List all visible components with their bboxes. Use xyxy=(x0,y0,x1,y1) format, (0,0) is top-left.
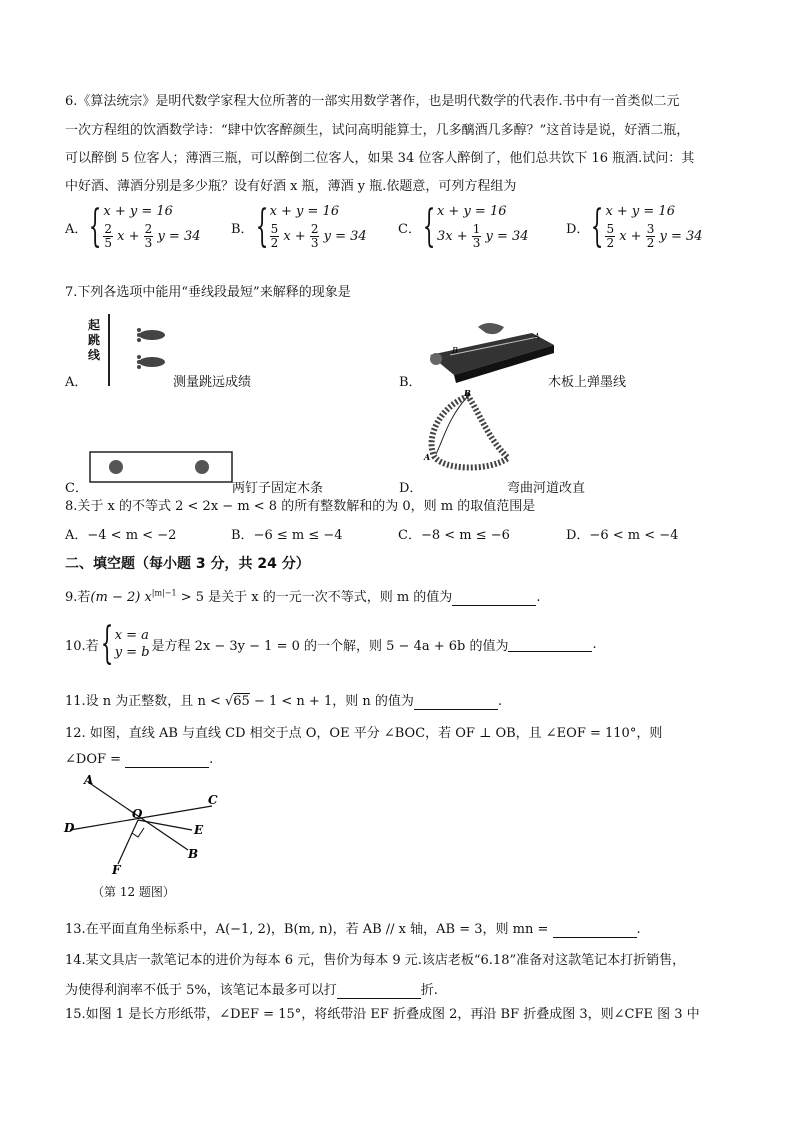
equation-1: x + y = 16 xyxy=(269,204,340,219)
river-image xyxy=(418,388,518,478)
equation-2: $\frac{5}{2}$ x + $\frac{3}{2}$ y = 34 xyxy=(606,222,703,250)
q15: 15.如图 1 是长方形纸带，∠DEF = 15°，将纸带沿 EF 折叠成图 2，再沿 BF 折叠成图 3，则∠CFE 图 3 中 xyxy=(65,1007,700,1022)
answer-blank xyxy=(125,752,209,768)
point-d-label: D xyxy=(64,821,75,835)
option-label: D． xyxy=(566,221,590,237)
q14-line-2: 为使得利润率不低于 5%，该笔记本最多可以打 折. xyxy=(65,983,438,998)
q7-b-label: B． xyxy=(399,375,422,390)
q6-line-4: 中好酒、薄酒分别是多少瓶？设有好酒 x 瓶，薄酒 y 瓶.依题意，可列方程组为 xyxy=(65,179,517,194)
ink-line-board-image xyxy=(420,315,560,387)
q7-c-caption: 两钉子固定木条 xyxy=(232,481,324,496)
brace-icon: { xyxy=(255,201,268,252)
q8-option-d: D．−6 < m < −4 xyxy=(566,528,679,543)
equation-1: x + y = 16 xyxy=(605,204,675,219)
footprints-icon xyxy=(102,312,182,388)
q6-option-d xyxy=(566,201,703,252)
q6-line-2: 一次方程组的饮酒数学诗：“肆中饮客醉颜生，试问高明能算士，几多醨酒几多醇？”这首诗是说，好酒二瓶， xyxy=(65,123,690,138)
q7-c-label: C． xyxy=(65,481,88,496)
q14-line-1: 14.某文具店一款笔记本的进价为每本 6 元，售价为每本 9 元.该店老板“6.18”准备对这款笔记本打折销售， xyxy=(65,953,686,968)
q9: 9.若(m − 2) $x^{|m|-1} > 5$ 是关于 x 的一元一次不等式，则 m 的值为 . xyxy=(65,588,541,605)
q11: 11.设 n 为正整数，且 n < √65 − 1 < n + 1，则 n 的值为 . xyxy=(65,694,502,709)
point-o-label: O xyxy=(132,807,143,821)
point-b-label: B xyxy=(188,847,199,861)
q8-option-b: B．−6 ≤ m ≤ −4 xyxy=(231,528,343,543)
q7-a-caption: 测量跳远成绩 xyxy=(173,375,252,390)
answer-blank xyxy=(337,983,421,999)
equation-2: 3x + $\frac{1}{3}$ y = 34 xyxy=(436,222,529,250)
brace-icon: { xyxy=(422,201,436,252)
q7-a-label: A． xyxy=(65,375,88,390)
section-heading: 二、填空题（每小题 3 分，共 24 分） xyxy=(65,556,310,572)
answer-blank xyxy=(508,636,592,652)
equation-1: x + y = 16 xyxy=(436,204,507,219)
q7-stem: 7.下列各选项中能用“垂线段最短”来解释的现象是 xyxy=(65,285,351,300)
svg-text:B: B xyxy=(452,346,458,355)
q7-d-label: D． xyxy=(399,481,423,496)
point-e-label: E xyxy=(194,823,204,837)
point-f-label: F xyxy=(112,863,121,877)
q12-caption: （第 12 题图） xyxy=(92,885,175,899)
answer-blank xyxy=(452,590,536,606)
brace-icon: { xyxy=(591,201,604,252)
q8-option-a: A．−4 < m < −2 xyxy=(65,528,177,543)
option-label: A． xyxy=(65,221,88,237)
q7-b-caption: 木板上弹墨线 xyxy=(548,375,627,390)
equation-2: $\frac{2}{5}$ x + $\frac{2}{3}$ y = 34 xyxy=(104,222,201,250)
equation-2: $\frac{5}{2}$ x + $\frac{2}{3}$ y = 34 xyxy=(270,222,367,250)
q12-figure xyxy=(62,774,232,880)
q13: 13.在平面直角坐标系中，A(−1, 2)，B(m, n)，若 AB // x 轴，AB = 3，则 mn = . xyxy=(65,922,641,937)
answer-blank xyxy=(414,694,498,710)
brace-icon: { xyxy=(100,618,113,669)
q8-option-c: C．−8 < m ≤ −6 xyxy=(398,528,510,543)
svg-text:A: A xyxy=(424,452,431,462)
q8-stem: 8.关于 x 的不等式 2 < 2x − m < 8 的所有整数解和的为 0，则 m 的取值范围是 xyxy=(65,499,536,514)
svg-text:A: A xyxy=(534,332,540,341)
jump-line-text: 起跳线 xyxy=(88,318,101,362)
q7-d-caption: 弯曲河道改直 xyxy=(507,481,586,496)
q6-option-b xyxy=(231,201,367,252)
answer-blank xyxy=(553,922,637,938)
q6-line-1: 6.《算法统宗》是明代数学家程大位所著的一部实用数学著作，也是明代数学的代表作.书中有一首类似二元 xyxy=(65,94,680,109)
brace-icon: { xyxy=(89,201,102,252)
q12-line-1: 12. 如图，直线 AB 与直线 CD 相交于点 O，OE 平分 ∠BOC，若 OF ⊥ OB，且 ∠EOF = 110°，则 xyxy=(65,726,663,741)
option-label: C． xyxy=(398,221,421,237)
q6-option-a xyxy=(65,201,201,252)
point-c-label: C xyxy=(208,793,218,807)
q10: 10.若 { x = a y = b 是方程 2x − 3y − 1 = 0 的一个解，则 5 − 4a + 6b 的值为 . xyxy=(65,618,597,669)
q6-option-c xyxy=(398,201,529,252)
sqrt-icon: √ xyxy=(224,694,234,709)
nail-icon xyxy=(195,460,209,474)
point-a-label: A xyxy=(84,774,94,787)
nail-icon xyxy=(109,460,123,474)
q6-line-3: 可以醉倒 5 位客人；薄酒三瓶，可以醉倒二位客人，如果 34 位客人醉倒了，他们总共饮下 16 瓶酒.试问：其 xyxy=(65,151,695,166)
wood-strip-image xyxy=(88,448,238,488)
svg-text:B: B xyxy=(464,388,471,398)
q12-line-2: ∠DOF = . xyxy=(65,752,214,767)
equation-1: x + y = 16 xyxy=(103,204,173,219)
option-label: B． xyxy=(231,221,254,237)
